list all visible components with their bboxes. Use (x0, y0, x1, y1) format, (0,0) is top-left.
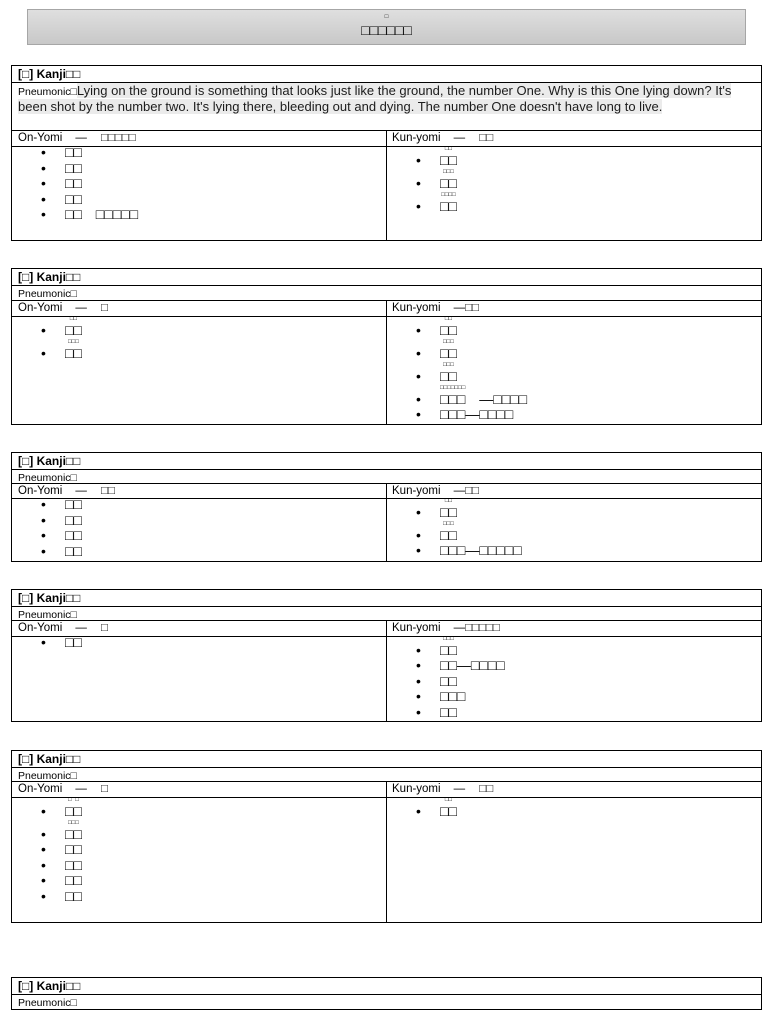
on-yomi-item (12, 873, 386, 889)
kanji-card (11, 589, 762, 722)
on-yomi-header (12, 782, 387, 797)
kun-yomi-label: Kun-yomi (392, 783, 441, 795)
reading-base (440, 520, 457, 544)
kun-yomi-label: Kun-yomi (392, 132, 441, 144)
reading-text: □□ (65, 496, 82, 512)
kun-yomi-list (387, 635, 761, 720)
pneumonic-label: Pneumonic□ (18, 472, 77, 484)
on-yomi-item (12, 161, 386, 177)
kanji-card (11, 750, 762, 923)
reading-text: □□ (440, 672, 457, 689)
reading-text: □□ (440, 151, 457, 168)
kun-yomi-label: Kun-yomi (392, 485, 441, 497)
readings-list-row (12, 496, 761, 561)
kun-yomi-item (387, 689, 761, 705)
kun-yomi-list (387, 145, 761, 214)
reading-text: □□ (65, 344, 82, 361)
furigana: • □□ (444, 796, 453, 803)
reading-text: □□□ (440, 688, 466, 704)
reading-text: □□ (65, 887, 82, 904)
furigana: • □ □ (67, 796, 79, 803)
kanji-card-title: [□] Kanji□□ (12, 751, 761, 768)
reading-text: □□ (440, 526, 457, 543)
kun-yomi-header (387, 484, 761, 498)
on-yomi-item (12, 796, 386, 819)
kun-yomi-list (387, 497, 761, 559)
on-yomi-list (12, 145, 386, 223)
kun-yomi-item (387, 497, 761, 520)
kun-yomi-label: Kun-yomi (392, 302, 441, 314)
kun-yomi-value: —□□ (453, 485, 479, 497)
furigana: • □□□ (443, 338, 454, 345)
on-yomi-item (12, 513, 386, 529)
kun-yomi-item (387, 705, 761, 721)
reading-suffix: —□□□□ (465, 390, 528, 407)
furigana: • □□□ (443, 168, 454, 175)
kanji-card-title: [□] Kanji□□ (12, 66, 761, 83)
reading-base (65, 819, 82, 843)
kun-yomi-item (387, 520, 761, 543)
reading-base (440, 168, 457, 192)
furigana: • □□□ (68, 819, 79, 826)
pneumonic-label: Pneumonic□ (18, 288, 77, 300)
reading-text: □□ (440, 503, 457, 520)
pneumonic-row (12, 470, 761, 484)
on-yomi-list (12, 635, 386, 651)
reading-base (440, 635, 457, 659)
reading-text: □□ (65, 159, 82, 176)
on-yomi-column (12, 144, 387, 240)
kun-yomi-item (387, 191, 761, 214)
on-yomi-item (12, 497, 386, 513)
reading-text: □□ (65, 190, 82, 207)
kanji-card (11, 452, 762, 562)
furigana: • □□□ (443, 520, 454, 527)
reading-text: □□ (65, 841, 82, 857)
kun-yomi-item (387, 674, 761, 690)
reading-base (440, 315, 457, 339)
on-yomi-label: On-Yomi (18, 622, 63, 634)
kun-yomi-item (387, 635, 761, 658)
on-yomi-column (12, 634, 387, 721)
kun-yomi-value: — □□ (453, 783, 494, 795)
pneumonic-row (12, 286, 761, 301)
kun-yomi-value: —□□□□□ (453, 622, 500, 634)
reading-base (440, 796, 457, 820)
furigana: • □□ (444, 145, 453, 152)
on-yomi-item (12, 858, 386, 874)
kun-yomi-item (387, 145, 761, 168)
reading-text: □□ (65, 825, 82, 842)
on-yomi-item (12, 207, 386, 223)
on-yomi-item (12, 192, 386, 208)
furigana: • □□□ (443, 361, 454, 368)
on-yomi-column (12, 798, 387, 922)
kun-yomi-column (387, 499, 761, 561)
on-yomi-value: — □ (75, 302, 108, 314)
kun-yomi-header (387, 782, 761, 797)
kun-yomi-item (387, 315, 761, 338)
reading-text: □□□ (440, 390, 466, 407)
on-yomi-item (12, 819, 386, 842)
reading-text: □□ (440, 703, 457, 720)
kun-yomi-list (387, 315, 761, 423)
kun-yomi-column (387, 637, 761, 721)
reading-text: □□ (65, 634, 82, 650)
pneumonic-row (12, 768, 761, 782)
reading-text: □□ (440, 197, 457, 214)
kun-yomi-column (387, 798, 761, 922)
kun-yomi-column (387, 147, 761, 240)
pneumonic-label: Pneumonic□ (18, 770, 77, 782)
kun-yomi-item (387, 658, 761, 674)
kanji-card (11, 977, 762, 1010)
readings-list-row (12, 144, 761, 240)
reading-text: □□ (65, 802, 82, 819)
furigana: • □□□□□□□ (440, 384, 466, 391)
kun-yomi-value: —□□ (453, 302, 479, 314)
reading-text: □□ (440, 641, 457, 658)
on-yomi-item (12, 889, 386, 905)
readings-list-row (12, 317, 761, 424)
kun-yomi-header (387, 131, 761, 146)
kanji-card-title: [□] Kanji□□ (12, 269, 761, 286)
furigana: • □□ (69, 315, 78, 322)
reading-base (65, 796, 82, 820)
on-yomi-item (12, 176, 386, 192)
kun-yomi-item (387, 384, 761, 407)
kun-yomi-label: Kun-yomi (392, 622, 441, 634)
reading-text: □□—□□□□ (440, 657, 505, 673)
reading-base (65, 315, 82, 339)
reading-text: □□□—□□□□□ (440, 542, 522, 558)
furigana: • □□□ (68, 338, 79, 345)
reading-base (440, 145, 457, 169)
reading-text: □□ (440, 174, 457, 191)
kun-yomi-item (387, 796, 761, 819)
kun-yomi-list (387, 796, 761, 819)
on-yomi-value: — □□ (75, 485, 115, 497)
on-yomi-label: On-Yomi (18, 302, 63, 314)
pneumonic-row (12, 995, 761, 1009)
pneumonic-label: Pneumonic□ (18, 997, 77, 1009)
reading-text: □□ (65, 542, 82, 559)
reading-text: □□ (440, 344, 457, 361)
header-title: □□□□□□ (361, 22, 412, 38)
reading-text: □□ (65, 872, 82, 888)
furigana: • □□ (444, 315, 453, 322)
on-yomi-item (12, 842, 386, 858)
reading-text: □□□—□□□□ (440, 406, 514, 422)
kun-yomi-header (387, 301, 761, 316)
furigana: • □□□ (443, 635, 454, 642)
on-yomi-label: On-Yomi (18, 783, 63, 795)
on-yomi-list (12, 796, 386, 904)
reading-text: □□ (440, 367, 457, 384)
kun-yomi-item (387, 168, 761, 191)
kanji-card (11, 268, 762, 425)
kanji-card (11, 65, 762, 241)
on-yomi-column (12, 496, 387, 561)
pneumonic-row (12, 607, 761, 621)
kanji-card-title: [□] Kanji□□ (12, 590, 761, 607)
reading-text: □□ (440, 802, 457, 819)
readings-list-row (12, 634, 761, 721)
pneumonic-row (12, 83, 761, 131)
on-yomi-column (12, 317, 387, 424)
reading-base (65, 338, 82, 362)
on-yomi-label: On-Yomi (18, 485, 63, 497)
on-yomi-value: — □□□□□ (75, 132, 136, 144)
kun-yomi-value: — □□ (453, 132, 494, 144)
on-yomi-item (12, 338, 386, 361)
kun-yomi-item (387, 361, 761, 384)
document-header (27, 9, 746, 45)
on-yomi-label: On-Yomi (18, 132, 63, 144)
reading-text: □□ (65, 321, 82, 338)
pneumonic-label: Pneumonic□ (18, 86, 77, 98)
on-yomi-list (12, 315, 386, 361)
pneumonic-label: Pneumonic□ (18, 609, 77, 621)
reading-text: □□ (65, 144, 82, 160)
kun-yomi-item (387, 407, 761, 423)
kanji-card-title: [□] Kanji□□ (12, 978, 761, 995)
pneumonic-text: Lying on the ground is something that looks just like the ground, the number One. Why is this One lying down? It's been shot by the number two. It's lying there, bleeding out and dying. The number One doesn't have long to live. (18, 83, 732, 114)
on-yomi-value: — □ (75, 622, 108, 634)
on-yomi-header (12, 301, 387, 316)
on-yomi-item (12, 528, 386, 544)
header-ruby: □ (384, 14, 389, 20)
on-yomi-list (12, 497, 386, 559)
kanji-card-title: [□] Kanji□□ (12, 453, 761, 470)
reading-text: □□ (65, 856, 82, 873)
reading-text: □□ (65, 527, 82, 543)
furigana: • □□□□ (441, 191, 456, 198)
kun-yomi-item (387, 338, 761, 361)
reading-base (440, 384, 466, 408)
kun-yomi-item (387, 543, 761, 559)
furigana: • □□ (444, 497, 453, 504)
kun-yomi-header (387, 621, 761, 636)
kun-yomi-column (387, 317, 761, 424)
reading-base (440, 497, 457, 521)
on-yomi-item (12, 315, 386, 338)
reading-base (440, 338, 457, 362)
reading-text: □□ (65, 175, 82, 191)
reading-text: □□ □□□□□ (65, 206, 139, 222)
reading-text: □□ (440, 321, 457, 338)
reading-base (440, 191, 457, 215)
on-yomi-value: — □ (75, 783, 108, 795)
on-yomi-item (12, 145, 386, 161)
reading-text: □□ (65, 511, 82, 528)
readings-list-row (12, 798, 761, 922)
on-yomi-item (12, 635, 386, 651)
reading-base (440, 361, 457, 385)
on-yomi-item (12, 544, 386, 560)
